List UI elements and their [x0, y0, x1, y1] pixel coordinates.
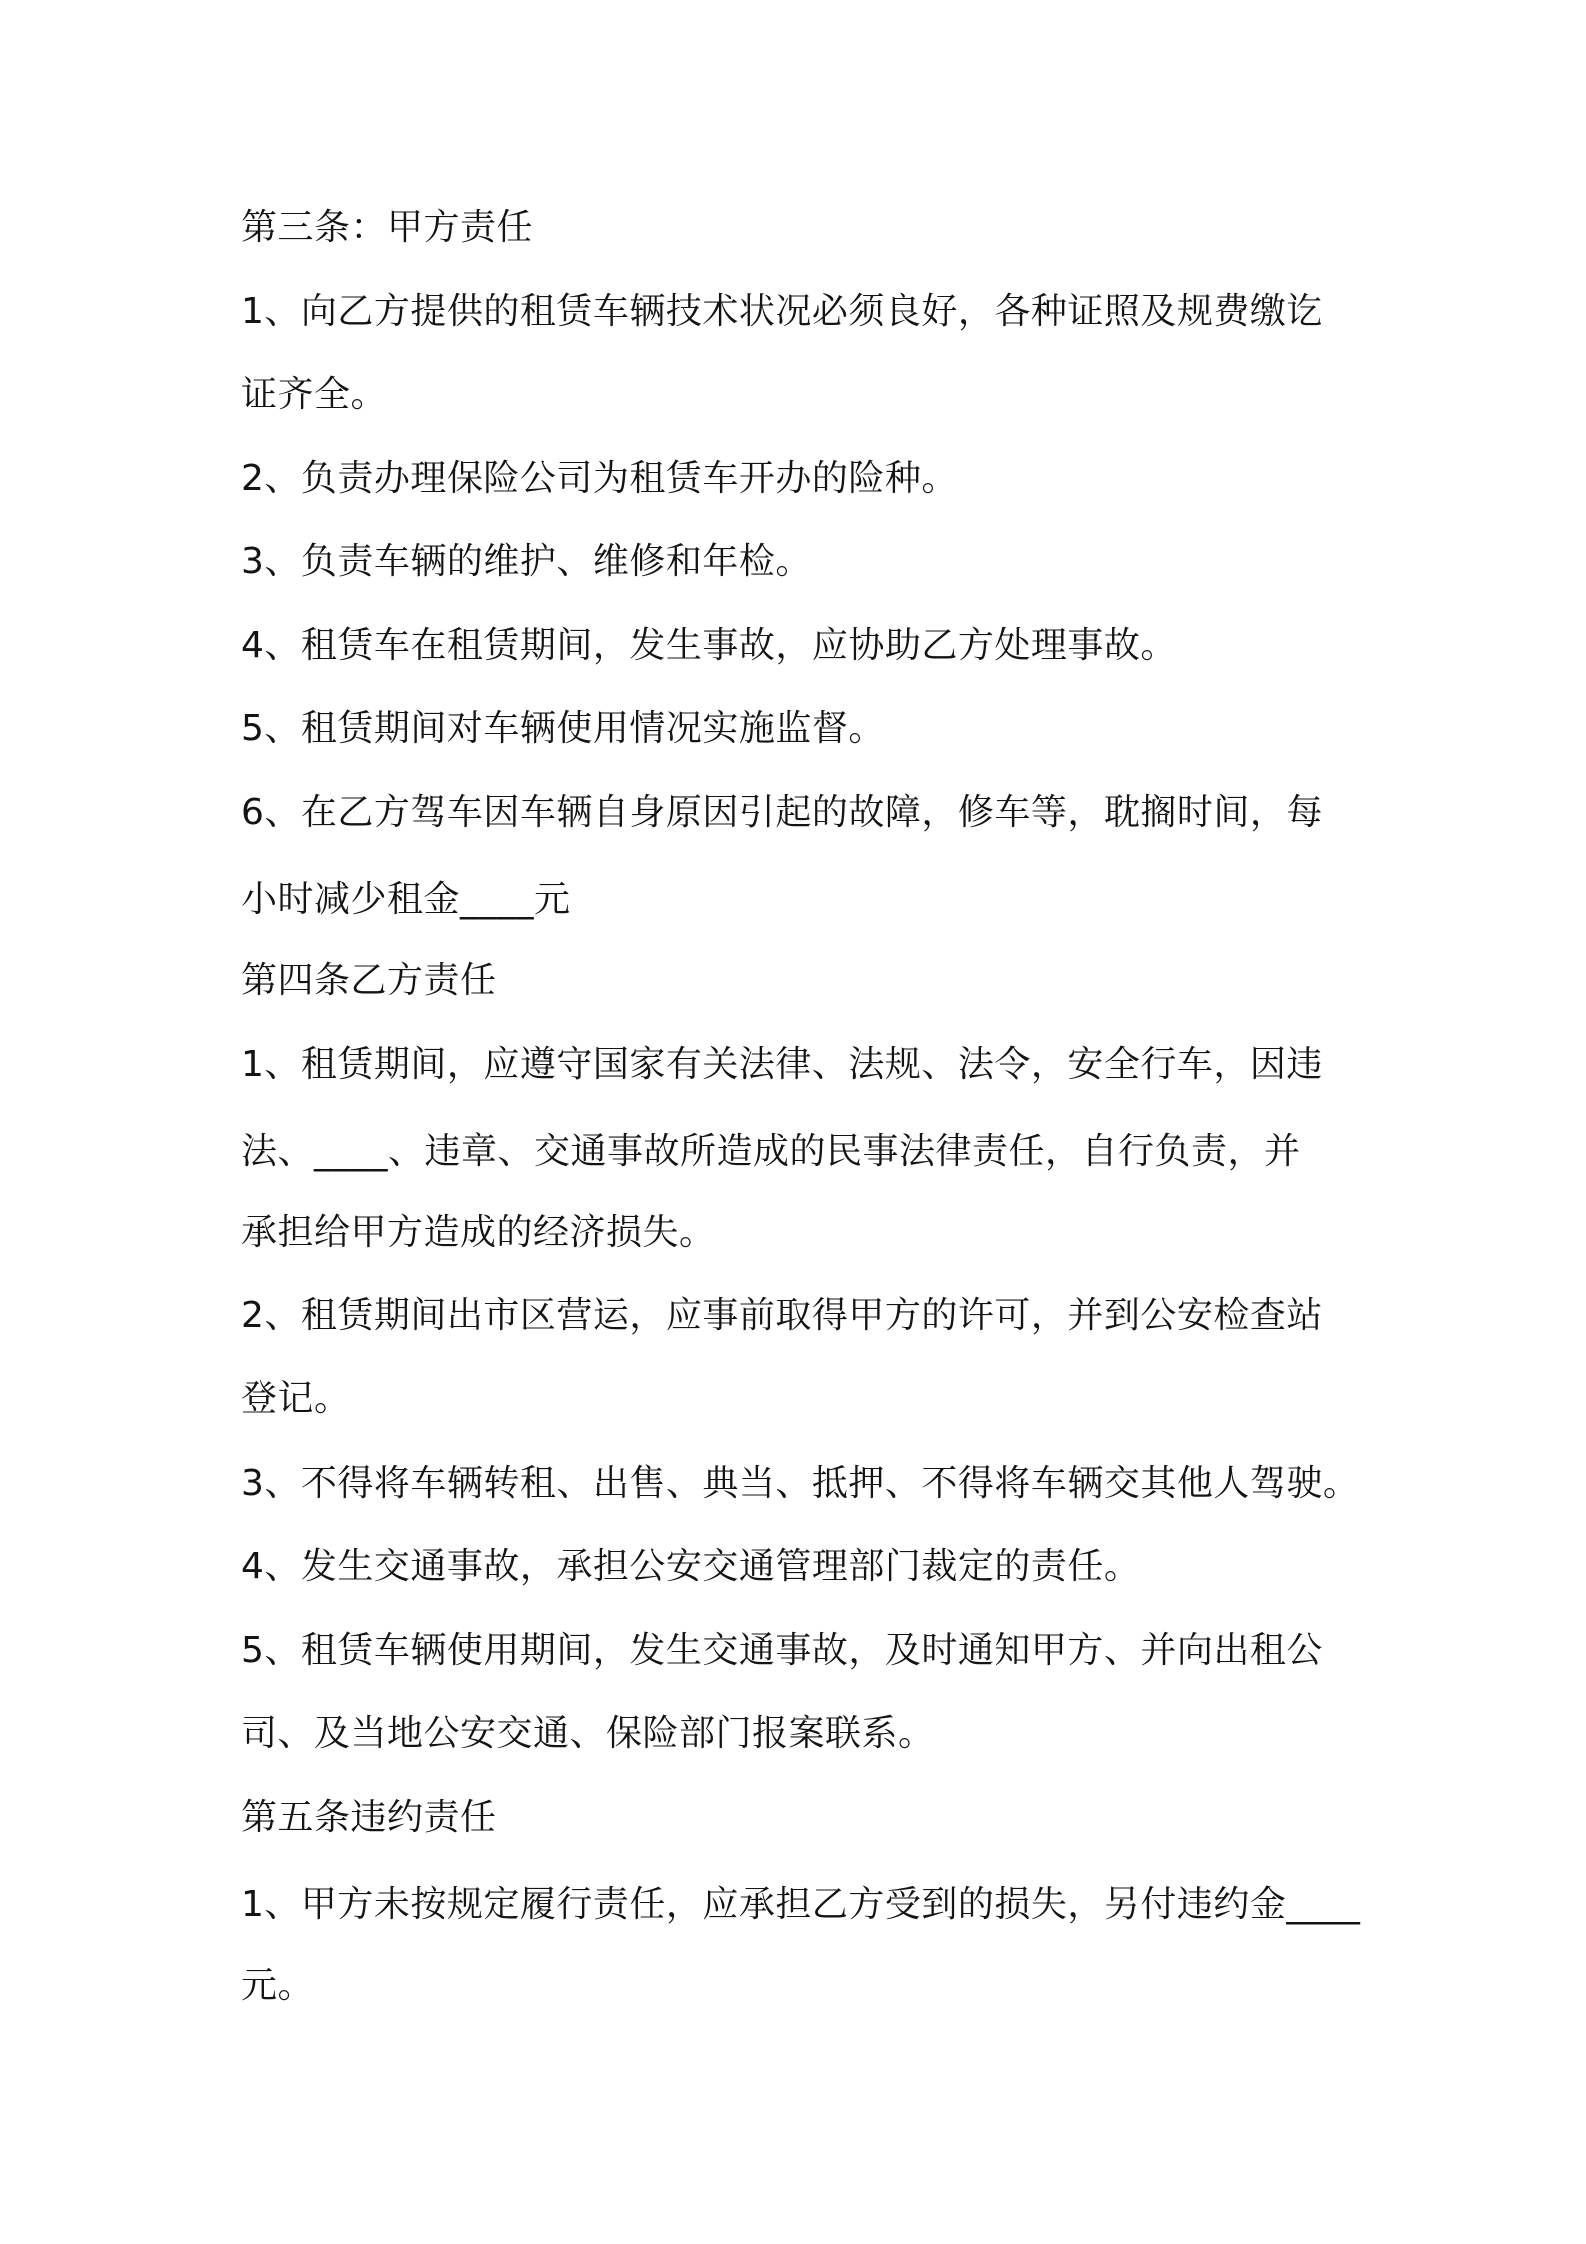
clause-text: 4、发生交通事故，承担公安交通管理部门裁定的责任。 — [241, 1546, 1141, 1587]
clause-text: 元。 — [241, 1965, 315, 2006]
clause-text: 1、向乙方提供的租赁车辆技术状况必须良好，各种证照及规费缴讫 — [241, 291, 1323, 332]
clause-text: 2、租赁期间出市区营运，应事前取得甲方的许可，并到公安检查站 — [241, 1295, 1323, 1336]
clause-text: 承担给甲方造成的经济损失。 — [241, 1212, 716, 1253]
clause-text: 2、负责办理保险公司为租赁车开办的险种。 — [241, 458, 958, 499]
clause-text: 1、甲方未按规定履行责任，应承担乙方受到的损失，另付违约金____ — [241, 1884, 1361, 1925]
clause-text: 司、及当地公安交通、保险部门报案联系。 — [241, 1713, 935, 1754]
clause-text: 3、负责车辆的维护、维修和年检。 — [241, 541, 812, 582]
clause-text: 4、租赁车在租赁期间，发生事故，应协助乙方处理事故。 — [241, 625, 1177, 666]
clause-text: 1、租赁期间，应遵守国家有关法律、法规、法令，安全行车，因违 — [241, 1044, 1323, 1085]
clause-text: 5、租赁期间对车辆使用情况实施监督。 — [241, 708, 885, 749]
clause-text: 小时减少租金____元 — [241, 879, 571, 920]
clause-text: 法、____、违章、交通事故所造成的民事法律责任，自行负责，并 — [241, 1131, 1301, 1172]
clause-text: 登记。 — [241, 1378, 351, 1419]
clause-text: 6、在乙方驾车因车辆自身原因引起的故障，修车等，耽搁时间，每 — [241, 792, 1323, 833]
clause-text: 证齐全。 — [241, 374, 388, 415]
clause-text: 3、不得将车辆转租、出售、典当、抵押、不得将车辆交其他人驾驶。 — [241, 1463, 1360, 1504]
heading-article-4: 第四条乙方责任 — [241, 960, 497, 1001]
clause-text: 5、租赁车辆使用期间，发生交通事故，及时通知甲方、并向出租公 — [241, 1630, 1323, 1671]
heading-article-5: 第五条违约责任 — [241, 1797, 497, 1838]
heading-article-3: 第三条：甲方责任 — [241, 207, 534, 248]
